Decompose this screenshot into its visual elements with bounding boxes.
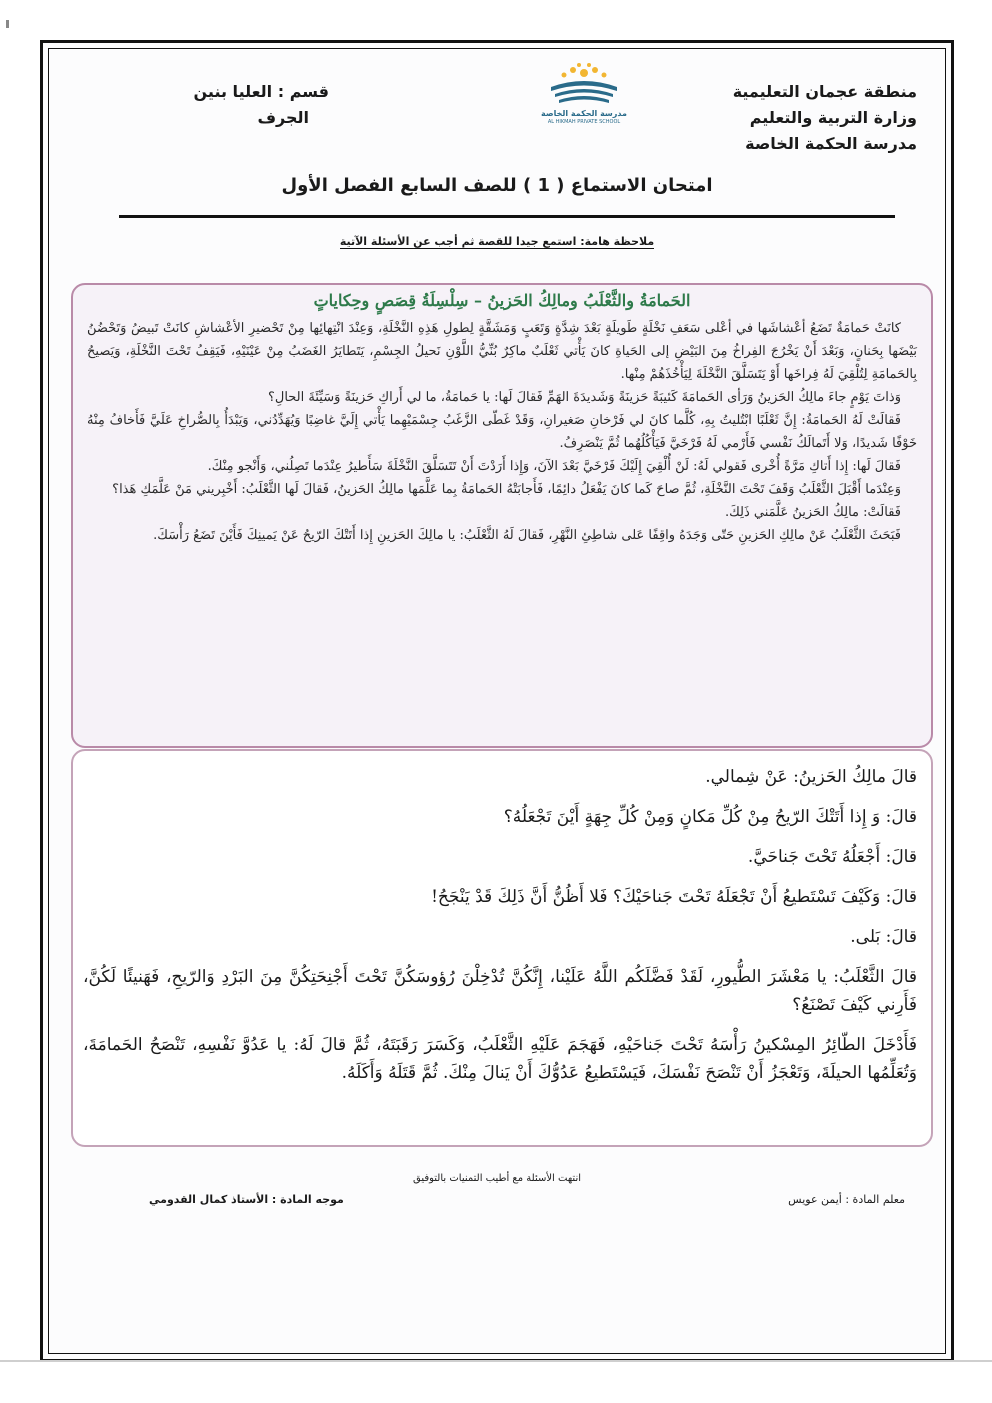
logo-name-en: AL HIKMAH PRIVATE SCHOOL bbox=[547, 119, 621, 125]
closing-text: انتهت الأسئلة مع أطيب التمنيات بالتوفيق bbox=[412, 1173, 582, 1184]
story-paragraph: كانَتْ حَمامَةٌ تَضَعُ أعْشاشَها في أعْلى سَعَفِ نَخْلَةٍ طَويلَةٍ بَعْدَ شِدَّةٍ وَتَعَبٍ وَمَشَقَّةٍ لِطولِ هَذِهِ النَّخْلَةِ، وَعِنْدَ انْتِهائِها مِنْ تَحْضيرِ الأعْشاشِ كانَتْ تَبيضُ وَتَحْضُنُ بَيْضَها بِحَنانٍ، وَبَعْدَ أَنْ يَخْرُجَ الفِراخُ مِنَ البَيْضِ إلى الحَياةِ كانَ يَأْتي ثَعْلَبٌ ماكِرٌ بُنِّيُّ اللَّوْنِ نَحيلُ الجِسْمِ، يَتَطايَرُ الغَضَبُ مِنْ عَيْنَيْهِ، فَيَقِفُ تَحْتَ النَّخْلَةِ، وَيَصيحُ بِالحَمامَةِ لِتُلْقِيَ لَهُ فِراخَها أَوْ يَتَسَلَّقَ النَّخْلَةَ لِيَأْخُذَهُمْ مِنْها. bbox=[87, 321, 917, 382]
dialogue-line: قالَ: وَ إِذا أَتَتْكَ الرّيحُ مِنْ كُلِّ مَكانٍ وَمِنْ كُلِّ جِهَةٍ أَيْنَ تَجْعَلُهُ؟ bbox=[503, 807, 917, 827]
dialogue-line: قالَ: بَلى. bbox=[850, 927, 917, 947]
story-paragraph: فَقالَتْ: مالِكُ الحَزينُ عَلَّمَني ذَلِكَ. bbox=[724, 505, 901, 520]
supervisor-name: موجه المادة : الأستاذ كمال القدومي bbox=[149, 1193, 344, 1206]
header-school: مدرسة الحكمة الخاصة bbox=[745, 134, 917, 153]
scan-mark bbox=[6, 20, 9, 28]
header-region: منطقة عجمان التعليمية bbox=[732, 82, 917, 101]
story-paragraph: فَقالَ لَها: إِذا أَتاكِ مَرَّةً أُخْرى فَقولي لَهُ: لَنْ أُلْقِيَ إِلَيْكَ فَرْخَيَّ بَعْدَ الآنَ، وَإِذا أَرَدْتَ أَنْ تَتَسَلَّقَ النَّخْلَةَ سَأَطيرُ عِنْدَما تَصِلُني، وَأَنْجو مِنْكَ. bbox=[207, 459, 901, 474]
header-department-block bbox=[179, 79, 329, 131]
note-text: ملاحظة هامة: استمع جيدا للقصة ثم أجب عن الأسئلة الآتية bbox=[339, 235, 655, 248]
header-department: قسم : العليا بنين bbox=[193, 82, 329, 101]
important-note bbox=[49, 235, 945, 248]
school-logo bbox=[519, 61, 649, 131]
story-title: الحَمامَةُ والثَّعْلَبُ ومالِكُ الحَزينُ – سِلْسِلَةُ قِصَصٍ وحِكاياتٍ bbox=[313, 291, 691, 310]
story-box bbox=[71, 283, 933, 748]
story-continuation-box bbox=[71, 749, 933, 1147]
dialogue-line: قالَ: وَكَيْفَ تَسْتَطيعُ أَنْ تَجْعَلَهُ تَحْتَ جَناحَيْكَ؟ فَلا أَظُنُّ أَنَّ ذَلِكَ قَدْ يَنْجَحُ! bbox=[431, 887, 917, 907]
dialogue-line: قالَ: أَجْعَلُهُ تَحْتَ جَناحَيَّ. bbox=[747, 847, 917, 867]
page-inner-border bbox=[48, 48, 946, 1354]
story-paragraph: وَذاتَ يَوْمٍ جاءَ مالِكُ الحَزينُ وَرَأى الحَمامَةَ كَئيبَةً حَزينَةً وَشَديدَةَ الهَمِّ فَقالَ لَها: يا حَمامَةُ، ما لي أَراكِ حَزينَةً وَسَيِّئَةَ الحالِ؟ bbox=[267, 390, 901, 405]
header-ministry-block bbox=[733, 79, 917, 157]
dialogue-line: قالَ مالِكُ الحَزينُ: عَنْ شِمالي. bbox=[705, 767, 917, 787]
exam-page bbox=[40, 40, 954, 1362]
teacher-name: معلم المادة : أيمن عويس bbox=[788, 1193, 905, 1206]
story-paragraph: وَعِنْدَما أَقْبَلَ الثَّعْلَبُ وَقَفَ تَحْتَ النَّخْلَةِ، ثُمَّ صاحَ كَما كانَ يَفْعَلُ دائِمًا، فَأَجابَتْهُ الحَمامَةُ بِما عَلَّمَها مالِكُ الحَزينُ، فَقالَ لَها الثَّعْلَبُ: أَخْبِريني مَنْ عَلَّمَكِ هَذا؟ bbox=[112, 482, 901, 497]
logo-name-ar: مدرسة الحكمة الخاصة bbox=[541, 109, 627, 118]
dialogue-line: فَأَدْخَلَ الطّائِرُ المِسْكينُ رَأْسَهُ تَحْتَ جَناحَيْهِ، فَهَجَمَ عَلَيْهِ الثَّعْلَبُ، وَكَسَرَ رَقَبَتَهُ، ثُمَّ قالَ لَهُ: يا عَدُوَّ نَفْسِهِ، تَنْصَحُ الحَمامَةَ، وَتُعَلِّمُها الحيلَةَ، وَتَعْجَزُ أَنْ تَنْصَحَ نَفْسَكَ، فَيَسْتَطيعُ عَدُوُّكَ أَنْ يَنالَ مِنْكَ. ثُمَّ قَتَلَهُ وَأَكَلَهُ. bbox=[83, 1035, 917, 1083]
story-paragraph: فَبَحَثَ الثَّعْلَبُ عَنْ مالِكِ الحَزينِ حَتّى وَجَدَهُ واقِفًا عَلى شاطِئِ النَّهْرِ، فَقالَ لَهُ الثَّعْلَبُ: يا مالِكَ الحَزينِ إِذا أَتَتْكَ الرّيحُ عَنْ يَمينِكَ فَأَيْنَ تَضَعُ رَأْسَكَ. bbox=[153, 528, 901, 543]
dialogue-line: قالَ الثَّعْلَبُ: يا مَعْشَرَ الطُّيورِ، لَقَدْ فَضَّلَكُم اللَّهُ عَلَيْنا، إِنَّكُنَّ تُدْخِلْنَ رُؤوسَكُنَّ تَحْتَ أَجْنِحَتِكُنَّ مِنَ البَرْدِ وَالرّيحِ، فَهَنيئًا لَكُنَّ، فَأَرِني كَيْفَ تَصْنَعُ؟ bbox=[83, 967, 917, 1015]
title-divider bbox=[119, 215, 895, 218]
story-paragraph: فَقالَتْ لَهُ الحَمامَةُ: إِنَّ ثَعْلَبًا ابْتُليتُ بِهِ، كُلَّما كانَ لي فَرْخانِ صَغيرانِ، وَقَدْ غَطّى الزَّغَبُ جِسْمَيْهِما يَأْتي إِلَيَّ غاضِبًا وَيُهَدِّدُني، وَيَبْدَأُ بِالصُّراخِ عَلَيَّ فَأَخافُ مِنْهُ خَوْفًا شَديدًا، وَلا أَتَمالَكُ نَفْسي فَأَرْمي لَهُ فَرْخَيَّ فَيَأْكُلُهُما ثُمَّ يَنْصَرِفُ. bbox=[87, 413, 917, 451]
exam-title: امتحان الاستماع ( 1 ) للصف السابع الفصل الأول bbox=[281, 175, 713, 196]
header-area: الجرف bbox=[257, 108, 309, 127]
book-sun-icon bbox=[539, 61, 629, 105]
header-ministry: وزارة التربية والتعليم bbox=[749, 108, 917, 127]
scan-edge-line bbox=[0, 1360, 992, 1362]
